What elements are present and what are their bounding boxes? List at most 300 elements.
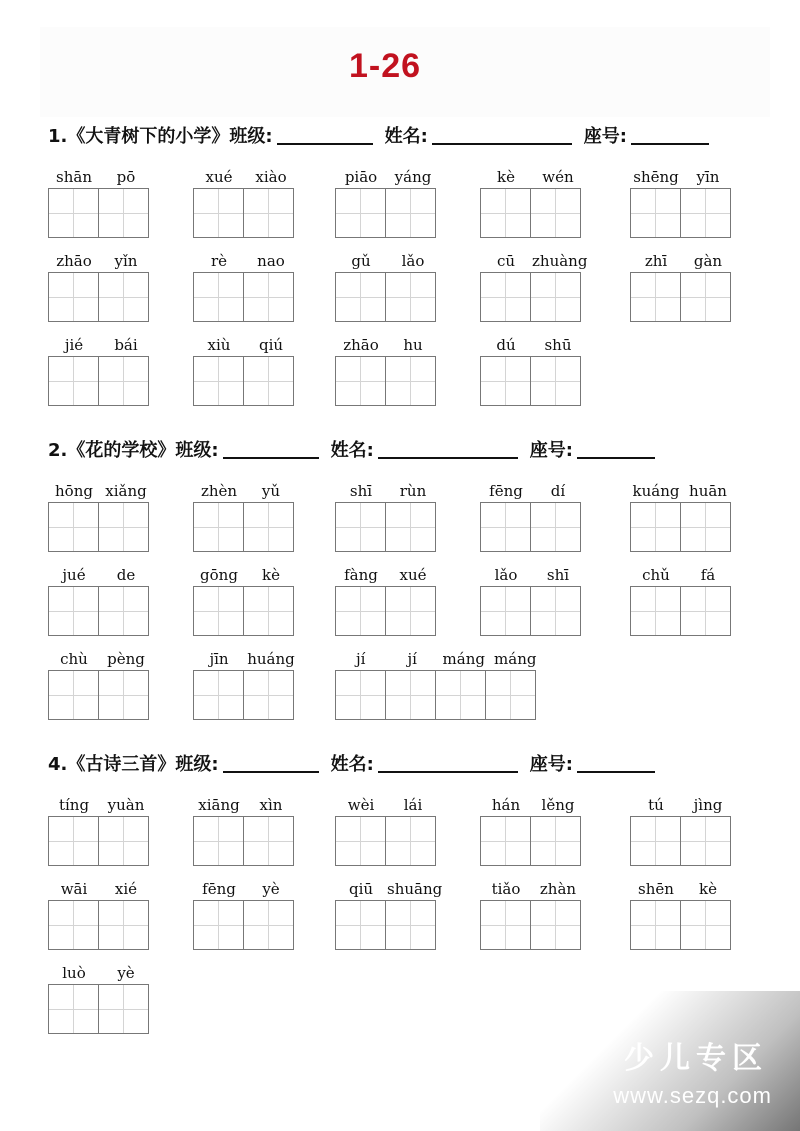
character-box[interactable]: [680, 502, 731, 552]
pinyin-label: [193, 164, 297, 186]
pinyin-label: [48, 164, 152, 186]
writing-grid: [48, 816, 152, 866]
character-box[interactable]: [98, 502, 149, 552]
pinyin-syllable: tú: [648, 796, 664, 814]
pinyin-label: [335, 248, 439, 270]
pinyin-word-item: [480, 248, 588, 322]
watermark-brand: 少儿专区: [624, 1041, 768, 1076]
character-box[interactable]: [630, 586, 681, 636]
pinyin-word-item: [480, 876, 584, 950]
character-box[interactable]: [193, 188, 244, 238]
writing-grid: [193, 356, 297, 406]
pinyin-syllable: chù: [60, 650, 88, 668]
pinyin-word-item: [335, 792, 439, 866]
character-box[interactable]: [630, 900, 681, 950]
pinyin-word-item: [193, 562, 297, 636]
pinyin-syllable: jié: [64, 336, 84, 354]
pinyin-label: [193, 876, 297, 898]
pinyin-syllable: kè: [262, 566, 280, 584]
pinyin-syllable: xiào: [255, 168, 287, 186]
character-box[interactable]: [193, 502, 244, 552]
title-banner: [40, 27, 770, 117]
name-label: 姓名:: [384, 126, 428, 147]
character-box[interactable]: [48, 502, 99, 552]
writing-grid: [630, 900, 734, 950]
pinyin-syllable: shān: [56, 168, 92, 186]
pinyin-syllable: dí: [550, 482, 566, 500]
writing-grid: [48, 900, 152, 950]
character-box[interactable]: [48, 670, 99, 720]
pinyin-syllable: yǔ: [261, 482, 281, 500]
writing-grid: [48, 984, 152, 1034]
writing-grid: [193, 272, 297, 322]
writing-grid: [630, 816, 734, 866]
pinyin-syllable: bái: [114, 336, 138, 354]
pinyin-syllable: zhāo: [343, 336, 379, 354]
pinyin-syllable: yuàn: [107, 796, 145, 814]
pinyin-label: [335, 562, 439, 584]
character-box[interactable]: [335, 670, 386, 720]
character-box[interactable]: [530, 502, 581, 552]
lesson-title: 2.《花的学校》: [48, 440, 176, 461]
pinyin-label: [335, 646, 541, 668]
pinyin-syllable: gǔ: [351, 252, 371, 270]
pinyin-label: [193, 248, 297, 270]
writing-grid: [630, 502, 734, 552]
seat-field[interactable]: [577, 437, 655, 459]
pinyin-word-item: [193, 646, 297, 720]
class-field[interactable]: [223, 751, 319, 773]
character-box[interactable]: [48, 188, 99, 238]
class-label: 班级:: [229, 126, 273, 147]
character-box[interactable]: [480, 272, 531, 322]
character-box[interactable]: [385, 356, 436, 406]
character-box[interactable]: [530, 356, 581, 406]
pinyin-label: [480, 876, 584, 898]
pinyin-syllable: yè: [262, 880, 280, 898]
character-box[interactable]: [530, 586, 581, 636]
pinyin-label: [193, 792, 297, 814]
pinyin-syllable: qiú: [258, 336, 284, 354]
writing-grid: [193, 670, 297, 720]
character-box[interactable]: [193, 670, 244, 720]
character-box[interactable]: [680, 272, 731, 322]
writing-grid: [480, 816, 584, 866]
pinyin-label: [193, 332, 297, 354]
pinyin-word-item: [335, 248, 439, 322]
character-box[interactable]: [48, 272, 99, 322]
pinyin-word-item: [48, 562, 152, 636]
character-box[interactable]: [193, 272, 244, 322]
character-box[interactable]: [435, 670, 486, 720]
character-box[interactable]: [480, 502, 531, 552]
pinyin-syllable: hōng: [55, 482, 93, 500]
pinyin-syllable: yǐn: [114, 252, 138, 270]
pinyin-syllable: xiāng: [198, 796, 240, 814]
character-box[interactable]: [193, 586, 244, 636]
pinyin-syllable: jīn: [209, 650, 229, 668]
character-box[interactable]: [680, 816, 731, 866]
name-field[interactable]: [432, 123, 572, 145]
pinyin-word-item: [630, 562, 734, 636]
character-box[interactable]: [193, 900, 244, 950]
character-box[interactable]: [385, 272, 436, 322]
pinyin-label: [193, 562, 297, 584]
name-label: 姓名:: [330, 754, 374, 775]
writing-grid: [193, 502, 297, 552]
pinyin-syllable: lǎo: [494, 566, 518, 584]
writing-grid: [48, 502, 152, 552]
pinyin-label: [193, 646, 297, 668]
pinyin-label: [48, 248, 152, 270]
character-box[interactable]: [98, 984, 149, 1034]
pinyin-word-item: [335, 478, 439, 552]
pinyin-syllable: shū: [544, 336, 572, 354]
pinyin-word-item: [335, 164, 439, 238]
pinyin-label: [48, 960, 152, 982]
pinyin-word-item: [48, 478, 152, 552]
watermark: [540, 991, 800, 1131]
writing-grid: [48, 670, 152, 720]
pinyin-word-item: [48, 876, 152, 950]
seat-field[interactable]: [577, 751, 655, 773]
writing-grid: [48, 188, 152, 238]
pinyin-word-item: [193, 164, 297, 238]
pinyin-syllable: xiǎng: [105, 482, 147, 500]
character-box[interactable]: [385, 502, 436, 552]
character-box[interactable]: [480, 816, 531, 866]
pinyin-syllable: lái: [403, 796, 423, 814]
pinyin-label: [480, 478, 584, 500]
pinyin-word-item: [335, 876, 443, 950]
character-box[interactable]: [48, 984, 99, 1034]
character-box[interactable]: [480, 356, 531, 406]
character-box[interactable]: [630, 502, 681, 552]
pinyin-syllable: hu: [403, 336, 423, 354]
pinyin-word-item: [48, 960, 152, 1034]
pinyin-syllable: dú: [496, 336, 516, 354]
pinyin-word-item: [193, 876, 297, 950]
character-box[interactable]: [243, 670, 294, 720]
character-box[interactable]: [243, 586, 294, 636]
pinyin-label: [630, 478, 734, 500]
pinyin-syllable: wāi: [60, 880, 88, 898]
pinyin-word-item: [630, 876, 734, 950]
pinyin-word-item: [630, 248, 734, 322]
pinyin-syllable: zhāo: [56, 252, 92, 270]
pinyin-syllable: de: [116, 566, 136, 584]
writing-grid: [335, 900, 439, 950]
pinyin-syllable: piāo: [344, 168, 378, 186]
pinyin-syllable: nao: [257, 252, 285, 270]
character-box[interactable]: [335, 900, 386, 950]
character-box[interactable]: [243, 188, 294, 238]
character-box[interactable]: [48, 586, 99, 636]
character-box[interactable]: [243, 356, 294, 406]
writing-grid: [335, 816, 439, 866]
class-label: 班级:: [175, 754, 219, 775]
pinyin-syllable: wén: [542, 168, 574, 186]
character-box[interactable]: [335, 586, 386, 636]
pinyin-label: [630, 164, 734, 186]
character-box[interactable]: [98, 188, 149, 238]
pinyin-syllable: fá: [700, 566, 716, 584]
pinyin-syllable: yáng: [394, 168, 432, 186]
writing-grid: [480, 272, 584, 322]
pinyin-label: [48, 876, 152, 898]
class-field[interactable]: [277, 123, 373, 145]
pinyin-syllable: xié: [114, 880, 138, 898]
writing-grid: [193, 188, 297, 238]
pinyin-syllable: huān: [689, 482, 727, 500]
pinyin-label: [480, 332, 584, 354]
pinyin-label: [335, 478, 439, 500]
character-box[interactable]: [385, 670, 436, 720]
pinyin-syllable: shuāng: [387, 880, 443, 898]
pinyin-syllable: yè: [117, 964, 135, 982]
writing-grid: [630, 586, 734, 636]
pinyin-label: [630, 562, 734, 584]
pinyin-word-item: [480, 478, 584, 552]
lesson-title: 1.《大青树下的小学》: [48, 126, 230, 147]
writing-grid: [480, 356, 584, 406]
pinyin-word-item: [335, 646, 541, 720]
character-box[interactable]: [335, 272, 386, 322]
writing-grid: [480, 188, 584, 238]
character-box[interactable]: [480, 586, 531, 636]
character-box[interactable]: [98, 356, 149, 406]
pinyin-syllable: jìng: [693, 796, 723, 814]
character-box[interactable]: [385, 188, 436, 238]
pinyin-label: [630, 792, 734, 814]
character-box[interactable]: [680, 586, 731, 636]
character-box[interactable]: [530, 272, 581, 322]
pinyin-syllable: xìn: [259, 796, 283, 814]
pinyin-syllable: fēng: [202, 880, 236, 898]
pinyin-word-item: [48, 332, 152, 406]
pinyin-word-item: [48, 792, 152, 866]
page-title: [40, 47, 770, 86]
pinyin-syllable: máng: [494, 650, 537, 668]
pinyin-syllable: luò: [62, 964, 86, 982]
name-field[interactable]: [378, 751, 518, 773]
pinyin-word-item: [630, 164, 734, 238]
writing-grid: [48, 586, 152, 636]
character-box[interactable]: [480, 900, 531, 950]
character-box[interactable]: [243, 502, 294, 552]
writing-grid: [335, 356, 439, 406]
seat-label: 座号:: [529, 754, 573, 775]
character-box[interactable]: [98, 900, 149, 950]
character-box[interactable]: [98, 272, 149, 322]
pinyin-syllable: wèi: [347, 796, 375, 814]
pinyin-syllable: xué: [399, 566, 427, 584]
writing-grid: [48, 356, 152, 406]
character-box[interactable]: [530, 188, 581, 238]
pinyin-word-item: [193, 478, 297, 552]
pinyin-syllable: lǎo: [401, 252, 425, 270]
pinyin-label: [48, 562, 152, 584]
pinyin-syllable: jué: [62, 566, 86, 584]
pinyin-word-item: [193, 332, 297, 406]
pinyin-word-item: [630, 478, 734, 552]
pinyin-syllable: rè: [210, 252, 228, 270]
pinyin-label: [335, 876, 443, 898]
character-box[interactable]: [48, 900, 99, 950]
character-box[interactable]: [385, 816, 436, 866]
pinyin-word-item: [480, 562, 584, 636]
pinyin-syllable: tíng: [58, 796, 90, 814]
title-text: 1-26: [348, 47, 422, 85]
pinyin-syllable: zhī: [644, 252, 668, 270]
lesson-title: 4.《古诗三首》: [48, 754, 176, 775]
character-box[interactable]: [530, 900, 581, 950]
pinyin-word-item: [48, 164, 152, 238]
pinyin-label: [630, 876, 734, 898]
pinyin-label: [48, 646, 152, 668]
writing-grid: [335, 272, 439, 322]
character-box[interactable]: [193, 816, 244, 866]
character-box[interactable]: [335, 188, 386, 238]
writing-grid: [480, 502, 584, 552]
seat-label: 座号:: [529, 440, 573, 461]
class-label: 班级:: [175, 440, 219, 461]
pinyin-word-item: [48, 646, 152, 720]
pinyin-label: [630, 248, 734, 270]
pinyin-syllable: hán: [491, 796, 521, 814]
character-box[interactable]: [630, 816, 681, 866]
character-box[interactable]: [243, 816, 294, 866]
pinyin-word-item: [193, 792, 297, 866]
character-box[interactable]: [98, 586, 149, 636]
watermark-url: www.sezq.com: [613, 1083, 772, 1108]
pinyin-syllable: gàn: [693, 252, 723, 270]
pinyin-syllable: pèng: [107, 650, 145, 668]
character-box[interactable]: [48, 356, 99, 406]
pinyin-word-item: [480, 332, 584, 406]
writing-grid: [193, 586, 297, 636]
character-box[interactable]: [335, 502, 386, 552]
pinyin-syllable: shī: [546, 566, 570, 584]
character-box[interactable]: [485, 670, 536, 720]
character-box[interactable]: [630, 272, 681, 322]
pinyin-syllable: cū: [496, 252, 516, 270]
pinyin-syllable: fēng: [489, 482, 523, 500]
pinyin-word-item: [335, 562, 439, 636]
section-header: [48, 746, 659, 776]
writing-grid: [630, 272, 734, 322]
pinyin-syllable: shēn: [638, 880, 674, 898]
pinyin-syllable: kè: [497, 168, 515, 186]
pinyin-syllable: máng: [442, 650, 485, 668]
writing-grid: [335, 586, 439, 636]
character-box[interactable]: [630, 188, 681, 238]
pinyin-syllable: huáng: [247, 650, 295, 668]
writing-grid: [630, 188, 734, 238]
character-box[interactable]: [680, 900, 731, 950]
writing-grid: [335, 502, 439, 552]
pinyin-syllable: qiū: [348, 880, 374, 898]
character-box[interactable]: [530, 816, 581, 866]
pinyin-syllable: gōng: [200, 566, 238, 584]
pinyin-syllable: kuáng: [632, 482, 680, 500]
writing-grid: [48, 272, 152, 322]
pinyin-syllable: zhàn: [539, 880, 577, 898]
pinyin-label: [335, 792, 439, 814]
character-box[interactable]: [680, 188, 731, 238]
pinyin-label: [480, 164, 584, 186]
writing-grid: [193, 816, 297, 866]
pinyin-label: [480, 792, 584, 814]
name-field[interactable]: [378, 437, 518, 459]
pinyin-word-item: [193, 248, 297, 322]
section-header: [48, 432, 659, 462]
pinyin-label: [335, 332, 439, 354]
character-box[interactable]: [480, 188, 531, 238]
character-box[interactable]: [98, 670, 149, 720]
character-box[interactable]: [335, 356, 386, 406]
pinyin-syllable: shēng: [633, 168, 679, 186]
writing-grid: [480, 586, 584, 636]
pinyin-syllable: tiǎo: [491, 880, 521, 898]
seat-field[interactable]: [631, 123, 709, 145]
pinyin-syllable: shī: [349, 482, 373, 500]
pinyin-label: [480, 248, 588, 270]
pinyin-syllable: lěng: [541, 796, 575, 814]
character-box[interactable]: [243, 272, 294, 322]
pinyin-word-item: [335, 332, 439, 406]
character-box[interactable]: [385, 900, 436, 950]
pinyin-syllable: zhèn: [200, 482, 238, 500]
seat-label: 座号:: [583, 126, 627, 147]
section-header: [48, 118, 713, 148]
writing-grid: [193, 900, 297, 950]
pinyin-syllable: kè: [699, 880, 717, 898]
pinyin-word-item: [480, 164, 584, 238]
pinyin-syllable: pō: [116, 168, 136, 186]
character-box[interactable]: [335, 816, 386, 866]
pinyin-syllable: jí: [356, 650, 366, 668]
pinyin-word-item: [480, 792, 584, 866]
pinyin-label: [335, 164, 439, 186]
character-box[interactable]: [48, 816, 99, 866]
pinyin-label: [48, 332, 152, 354]
pinyin-label: [193, 478, 297, 500]
pinyin-label: [48, 792, 152, 814]
writing-grid: [335, 670, 541, 720]
writing-grid: [335, 188, 439, 238]
pinyin-syllable: chǔ: [642, 566, 670, 584]
name-label: 姓名:: [330, 440, 374, 461]
class-field[interactable]: [223, 437, 319, 459]
pinyin-syllable: rùn: [399, 482, 427, 500]
pinyin-syllable: xiù: [207, 336, 231, 354]
character-box[interactable]: [385, 586, 436, 636]
pinyin-word-item: [48, 248, 152, 322]
pinyin-label: [480, 562, 584, 584]
pinyin-syllable: jí: [407, 650, 417, 668]
pinyin-word-item: [630, 792, 734, 866]
character-box[interactable]: [243, 900, 294, 950]
pinyin-syllable: zhuàng: [532, 252, 588, 270]
pinyin-syllable: fàng: [344, 566, 378, 584]
pinyin-syllable: yīn: [696, 168, 720, 186]
pinyin-syllable: xué: [205, 168, 233, 186]
character-box[interactable]: [193, 356, 244, 406]
pinyin-label: [48, 478, 152, 500]
character-box[interactable]: [98, 816, 149, 866]
writing-grid: [480, 900, 584, 950]
